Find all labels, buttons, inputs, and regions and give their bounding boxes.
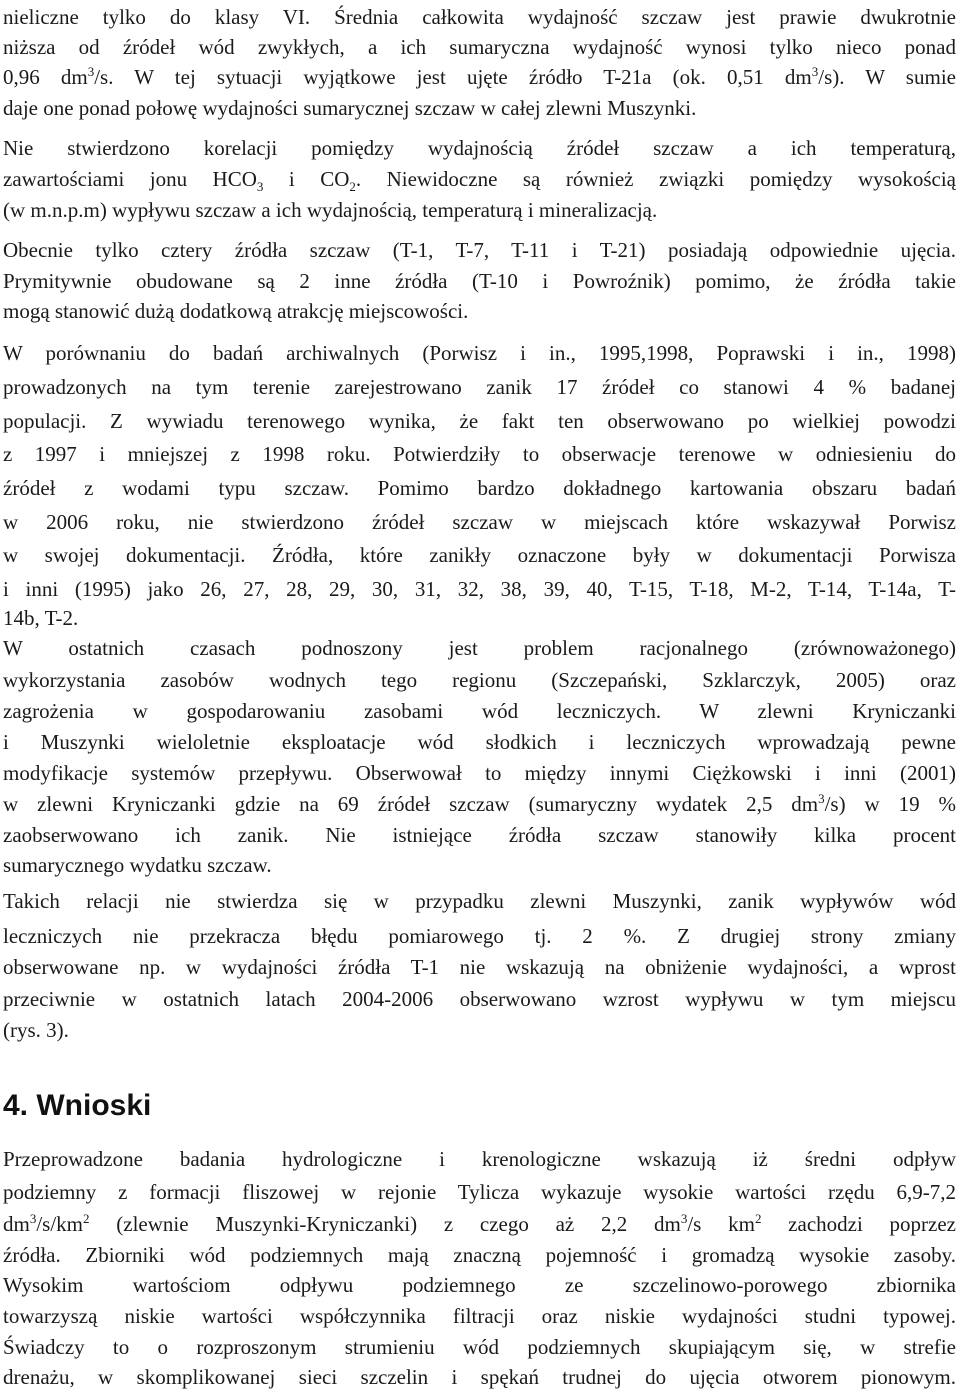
text-line: (rys. 3). xyxy=(3,1018,69,1042)
text-line: niższa od źródeł wód zwykłych, a ich sumaryczna wydajność wynosi tylko nieco ponad xyxy=(3,35,956,59)
text-line: modyfikacje systemów przepływu. Obserwował to między innymi Ciężkowski i inni (2001) xyxy=(3,761,956,785)
text-line: towarzyszą niskie wartości współczynnika filtracji oraz niskie wydajności studni typowej. xyxy=(3,1304,956,1328)
text-line: leczniczych nie przekracza błędu pomiarowego tj. 2 %. Z drugiej strony zmiany xyxy=(3,924,956,948)
text-line: źródła. Zbiorniki wód podziemnych mają znaczną pojemność i gromadzą wysokie zasoby. xyxy=(3,1243,956,1267)
text-line: w 2006 roku, nie stwierdzono źródeł szczaw w miejscach które wskazywał Porwisz xyxy=(3,510,956,534)
text-line: w swojej dokumentacji. Źródła, które zanikły oznaczone były w dokumentacji Porwisza xyxy=(3,543,956,567)
text-line: zagrożenia w gospodarowaniu zasobami wód leczniczych. W zlewni Kryniczanki xyxy=(3,699,956,723)
text-line: Obecnie tylko cztery źródła szczaw (T-1, T-7, T-11 i T-21) posiadają odpowiednie ujęcia. xyxy=(3,238,956,262)
text-line: sumarycznego wydatku szczaw. xyxy=(3,853,272,877)
section-heading: 4. Wnioski xyxy=(3,1089,152,1122)
text-line: przeciwnie w ostatnich latach 2004-2006 obserwowano wzrost wypływu w tym miejscu xyxy=(3,987,956,1011)
subscript: 2 xyxy=(349,179,356,195)
text-fragment: i CO xyxy=(263,167,350,191)
text-line: źródeł z wodami typu szczaw. Pomimo bardzo dokładnego kartowania obszaru badań xyxy=(3,476,956,500)
text-line: Wysokim wartościom odpływu podziemnego ze szczelinowo-porowego zbiornika xyxy=(3,1273,956,1297)
text-fragment: w zlewni Kryniczanki gdzie na 69 źródeł szczaw (sumaryczny wydatek 2,5 dm xyxy=(3,792,819,816)
text-line: 14b, T-2. xyxy=(3,606,79,630)
superscript: 3 xyxy=(818,791,825,806)
text-fragment: (zlewnie Muszynki-Kryniczanki) z czego aż 2,2 dm xyxy=(89,1212,681,1236)
text-line xyxy=(3,787,956,821)
superscript: 3 xyxy=(29,1211,37,1226)
text-line: daje one ponad połowę wydajności sumarycznej szczaw w całej zlewni Muszynki. xyxy=(3,96,697,120)
text-line: podziemny z formacji fliszowej w rejonie Tylicza wykazuje wysokie wartości rzędu 6,9-7,2 xyxy=(3,1180,956,1204)
text-line: W porównaniu do badań archiwalnych (Porwisz i in., 1995,1998, Poprawski i in., 1998) xyxy=(3,341,956,365)
text-fragment: dm xyxy=(3,1212,30,1236)
text-fragment: . Niewidoczne są również związki pomiędzy wysokością xyxy=(355,167,956,191)
text-fragment: /s km xyxy=(687,1212,755,1236)
text-line: prowadzonych na tym terenie zarejestrowano zanik 17 źródeł co stanowi 4 % badanej xyxy=(3,375,956,399)
text-fragment: /s/km xyxy=(36,1212,84,1236)
text-fragment: zachodzi poprzez xyxy=(761,1212,956,1236)
text-line: drenażu, w skomplikowanej sieci szczelin i spękań trudnej do ujęcia otworem pionowym. xyxy=(3,1365,956,1389)
superscript: 3 xyxy=(87,64,95,79)
text-line: z 1997 i mniejszej z 1998 roku. Potwierdziły to obserwacje terenowe w odniesieniu do xyxy=(3,442,956,466)
text-line: zaobserwowano ich zanik. Nie istniejące źródła szczaw stanowiły kilka procent xyxy=(3,823,956,847)
text-line xyxy=(3,1207,956,1241)
text-fragment: /s). W sumie xyxy=(818,65,956,89)
text-fragment: zawartościami jonu HCO xyxy=(3,167,257,191)
text-fragment: /s. W tej sytuacji wyjątkowe jest ujęte źródło T-21a (ok. 0,51 dm xyxy=(94,65,812,89)
text-line: obserwowane np. w wydajności źródła T-1 nie wskazują na obniżenie wydajności, a wprost xyxy=(3,955,956,979)
text-fragment: 0,96 dm xyxy=(3,65,88,89)
text-line: Takich relacji nie stwierdza się w przypadku zlewni Muszynki, zanik wypływów wód xyxy=(3,889,956,913)
text-line: Świadczy to o rozproszonym strumieniu wód podziemnych skupiającym się, w strefie xyxy=(3,1335,956,1359)
text-line: Przeprowadzone badania hydrologiczne i krenologiczne wskazują iż średni odpływ xyxy=(3,1147,956,1171)
text-line: wykorzystania zasobów wodnych tego regionu (Szczepański, Szklarczyk, 2005) oraz xyxy=(3,668,956,692)
text-line: (w m.n.p.m) wypływu szczaw a ich wydajnością, temperaturą i mineralizacją. xyxy=(3,198,658,222)
text-line: mogą stanowić dużą dodatkową atrakcję miejscowości. xyxy=(3,299,469,323)
text-line: populacji. Z wywiadu terenowego wynika, że fakt ten obserwowano po wielkiej powodzi xyxy=(3,409,956,433)
text-fragment: /s) w 19 % xyxy=(824,792,956,816)
superscript: 2 xyxy=(83,1211,90,1226)
text-line: Prymitywnie obudowane są 2 inne źródła (T-10 i Powroźnik) pomimo, że źródła takie xyxy=(3,269,956,293)
text-line: i inni (1995) jako 26, 27, 28, 29, 30, 31, 32, 38, 39, 40, T-15, T-18, M-2, T-14, T-14a, T- xyxy=(3,577,956,601)
text-line: i Muszynki wieloletnie eksploatacje wód słodkich i leczniczych wprowadzają pewne xyxy=(3,730,956,754)
text-line: W ostatnich czasach podnoszony jest problem racjonalnego (zrównoważonego) xyxy=(3,636,956,660)
text-line xyxy=(3,162,956,196)
text-line: Nie stwierdzono korelacji pomiędzy wydajnością źródeł szczaw a ich temperaturą, xyxy=(3,136,956,160)
text-line: nieliczne tylko do klasy VI. Średnia całkowita wydajność szczaw jest prawie dwukrotnie xyxy=(3,5,956,29)
superscript: 3 xyxy=(680,1211,688,1226)
text-line xyxy=(3,60,956,94)
subscript: 3 xyxy=(256,179,264,195)
superscript: 2 xyxy=(754,1211,762,1226)
superscript: 3 xyxy=(811,64,819,79)
